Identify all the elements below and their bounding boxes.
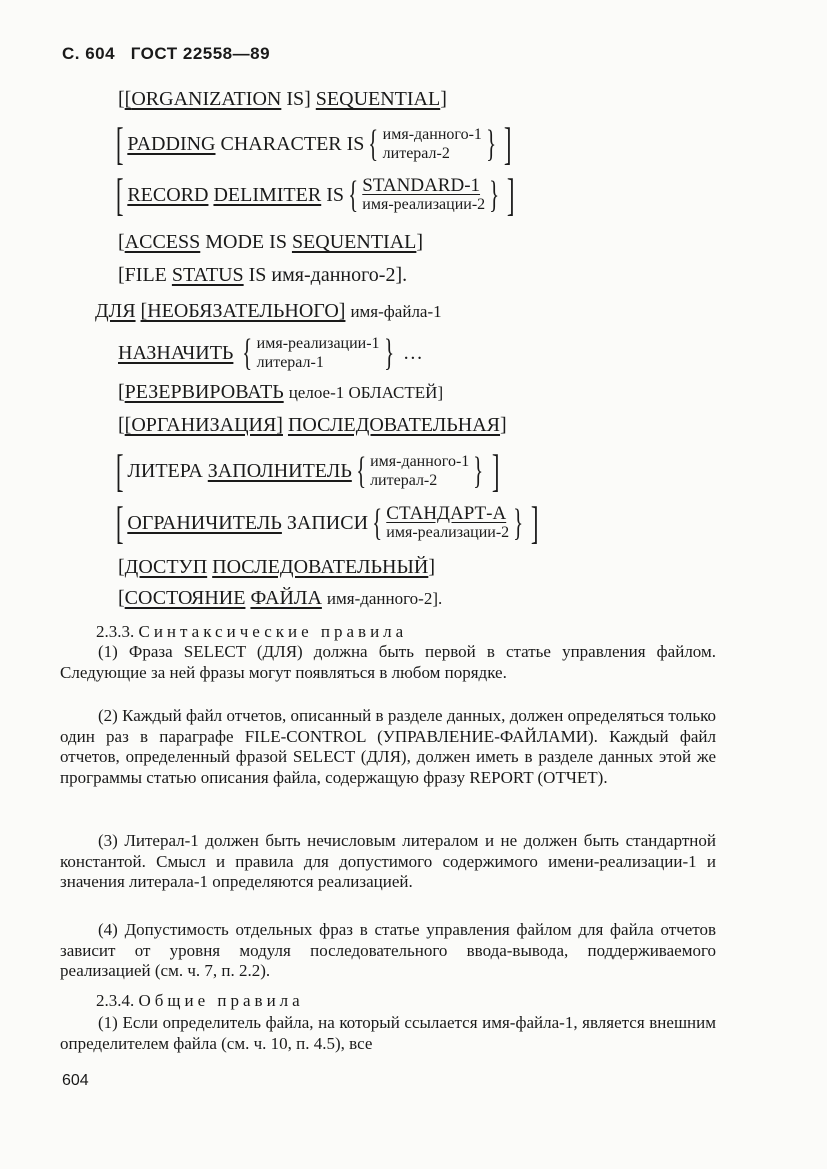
syntax-en-padding: [ PADDING CHARACTER IS { имя-данного-1 литерал-2 } ] bbox=[115, 118, 512, 169]
syntax-ru-assign: НАЗНАЧИТЬ { имя-реализации-1 литерал-1 } … bbox=[118, 332, 423, 374]
standard-number: ГОСТ 22558—89 bbox=[130, 44, 271, 63]
syntax-ru-padding: [ ЛИТЕРА ЗАПОЛНИТЕЛЬ { имя-данного-1 литерал-2 } ] bbox=[115, 445, 500, 496]
section-heading-2-3-3: 2.3.3. Синтаксические правила bbox=[96, 622, 408, 641]
paragraph-233-4: (4) Допустимость отдельных фраз в статье управления файлом для файла отчетов зависит от уровня модуля последовательного ввода-вывода, поддерживаемого реализацией (см. ч. 7, п. 2.2). bbox=[60, 920, 716, 981]
syntax-ru-delimiter: [ ОГРАНИЧИТЕЛЬ ЗАПИСИ { СТАНДАРТ-А имя-реализации-2 } ] bbox=[115, 497, 539, 548]
syntax-en-access: [ACCESS MODE IS SEQUENTIAL] bbox=[118, 231, 424, 253]
syntax-ru-access: [ДОСТУП ПОСЛЕДОВАТЕЛЬНЫЙ] bbox=[118, 556, 435, 578]
syntax-ru-status: [СОСТОЯНИЕ ФАЙЛА имя-данного-2]. bbox=[118, 587, 443, 609]
paragraph-234-1: (1) Если определитель файла, на который ссылается имя-файла-1, является внешним определителем файла (см. ч. 10, п. 4.5), все bbox=[60, 1013, 716, 1053]
syntax-ru-organization: [[ОРГАНИЗАЦИЯ] ПОСЛЕДОВАТЕЛЬНАЯ] bbox=[118, 414, 507, 436]
page-number: 604 bbox=[62, 1072, 89, 1089]
syntax-en-organization: [[ORGANIZATION IS] SEQUENTIAL] bbox=[118, 88, 447, 110]
paragraph-233-1: (1) Фраза SELECT (ДЛЯ) должна быть первой в статье управления файлом. Следующие за ней фразы могут появляться в любом порядке. bbox=[60, 642, 716, 682]
syntax-en-file-status: [FILE STATUS IS имя-данного-2]. bbox=[118, 264, 408, 286]
page-label: С. 604 bbox=[62, 44, 116, 63]
syntax-ru-for: ДЛЯ [НЕОБЯЗАТЕЛЬНОГО] имя-файла-1 bbox=[95, 300, 442, 322]
section-heading-2-3-4: 2.3.4. Общие правила bbox=[96, 991, 304, 1010]
paragraph-233-3: (3) Литерал-1 должен быть нечисловым литералом и не должен быть стандартной константой. Смысл и правила для допустимого содержимого имени-реализации-1 и значения литерала-1 определяются реализацией. bbox=[60, 831, 716, 892]
syntax-ru-reserve: [РЕЗЕРВИРОВАТЬ целое-1 ОБЛАСТЕЙ] bbox=[118, 381, 444, 403]
paragraph-233-2: (2) Каждый файл отчетов, описанный в разделе данных, должен определяться только один раз в параграфе FILE-CONTROL (УПРАВЛЕНИЕ-ФАЙЛАМИ). Каждый файл отчетов, определенный фразой SELECT (ДЛЯ), должен иметь в разделе данных этой же программы статью описания файла, содержащую фразу REPORT (ОТЧЕТ). bbox=[60, 706, 716, 787]
syntax-en-record-delimiter: [ RECORD DELIMITER IS { STANDARD-1 имя-реализации-2 } ] bbox=[115, 169, 515, 220]
page-header bbox=[62, 44, 270, 64]
